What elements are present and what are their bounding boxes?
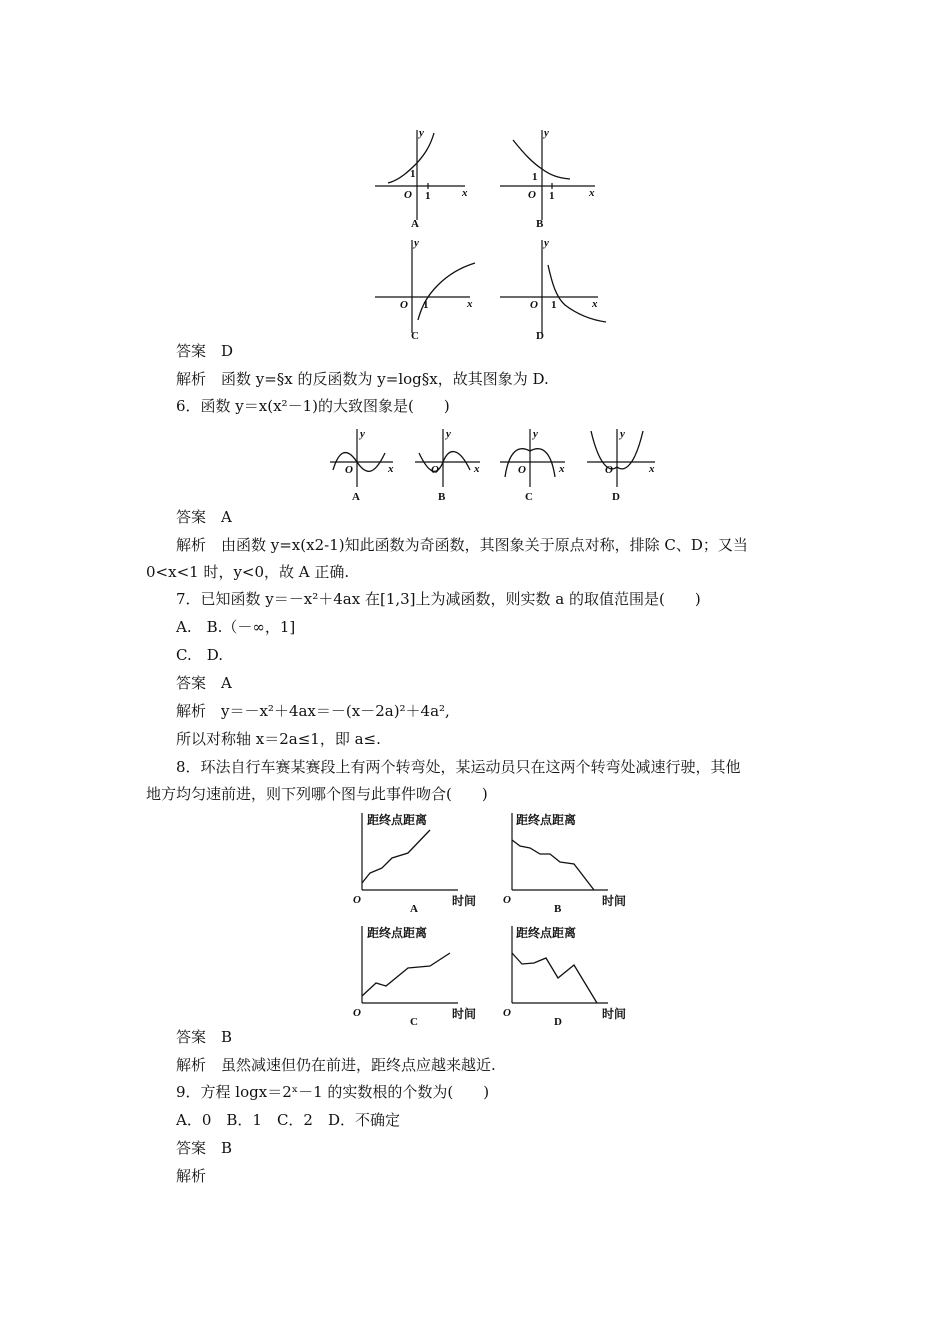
svg-text:A: A xyxy=(411,218,419,230)
svg-text:1: 1 xyxy=(551,299,557,311)
q9-options: A．0 B．1 C．2 D．不确定 xyxy=(176,1111,400,1129)
q8-answer: 答案 B xyxy=(176,1028,233,1046)
svg-text:D: D xyxy=(612,491,620,503)
q9-answer: 答案 B xyxy=(176,1139,233,1157)
svg-text:1: 1 xyxy=(423,299,429,311)
svg-text:y: y xyxy=(620,428,625,440)
q5-answer: 答案 D xyxy=(176,342,234,360)
q6-graph-a xyxy=(330,428,394,503)
svg-text:O: O xyxy=(528,189,536,201)
svg-text:O: O xyxy=(345,464,353,476)
svg-text:C: C xyxy=(410,1016,418,1028)
svg-text:B: B xyxy=(438,491,446,503)
q6-graph-d xyxy=(587,428,655,503)
svg-text:y: y xyxy=(360,428,365,440)
svg-text:x: x xyxy=(592,298,598,310)
q9-stem: 9．方程 logx＝2ˣ－1 的实数根的个数为( ) xyxy=(176,1083,490,1101)
svg-text:A: A xyxy=(352,491,360,503)
q8-figure xyxy=(350,808,640,1033)
q5-analysis: 解析 函数 y=§x 的反函数为 y=log§x，故其图象为 D. xyxy=(176,370,549,388)
svg-text:时间: 时间 xyxy=(602,1007,627,1021)
svg-text:y: y xyxy=(414,237,419,249)
svg-text:O: O xyxy=(605,464,613,476)
q5-graph-b xyxy=(500,127,595,230)
svg-text:1: 1 xyxy=(425,190,431,202)
q5-graph-c xyxy=(375,237,475,342)
q6-answer: 答案 A xyxy=(176,508,232,526)
q6-stem: 6．函数 y＝x(x²－1)的大致图象是( ) xyxy=(176,397,450,415)
q8-graph-c xyxy=(353,925,476,1028)
svg-text:D: D xyxy=(554,1016,562,1028)
svg-text:x: x xyxy=(589,187,595,199)
q9-analysis: 解析 xyxy=(176,1167,207,1185)
svg-text:O: O xyxy=(530,299,538,311)
svg-text:y: y xyxy=(544,237,549,249)
svg-text:y: y xyxy=(446,428,451,440)
q5-figure xyxy=(370,125,610,345)
q6-analysis-line1: 解析 由函数 y=x(x2-1)知此函数为奇函数，其图象关于原点对称，排除 C、D；又当 xyxy=(176,536,748,554)
q6-graph-c xyxy=(500,428,565,503)
q8-graph-a xyxy=(353,812,476,915)
q8-graph-d xyxy=(503,925,626,1028)
q5-graph-a xyxy=(375,127,468,230)
svg-text:B: B xyxy=(554,903,562,915)
svg-text:时间: 时间 xyxy=(602,894,627,908)
svg-text:1: 1 xyxy=(410,168,416,180)
q6-figure xyxy=(325,425,660,505)
svg-text:O: O xyxy=(404,189,412,201)
svg-text:O: O xyxy=(503,1007,511,1019)
svg-text:x: x xyxy=(388,463,394,475)
svg-text:距终点距离: 距终点距离 xyxy=(516,813,577,827)
q7-options-line1: A. B.（－∞，1] xyxy=(176,618,296,636)
svg-text:y: y xyxy=(419,127,424,139)
svg-text:O: O xyxy=(431,464,439,476)
q6-analysis-line2: 0<x<1 时，y<0，故 A 正确. xyxy=(146,563,350,581)
svg-text:距终点距离: 距终点距离 xyxy=(367,926,428,940)
svg-text:y: y xyxy=(533,428,538,440)
svg-text:x: x xyxy=(649,463,655,475)
svg-text:x: x xyxy=(559,463,565,475)
q6-graph-b xyxy=(415,428,480,503)
q7-analysis-line2: 所以对称轴 x＝2a≤1，即 a≤. xyxy=(176,730,381,748)
q7-options-line2: C. D. xyxy=(176,646,223,664)
q8-graph-b xyxy=(503,812,626,915)
svg-text:x: x xyxy=(474,463,480,475)
svg-text:O: O xyxy=(353,1007,361,1019)
svg-text:距终点距离: 距终点距离 xyxy=(516,926,577,940)
q8-stem-line2: 地方均匀速前进，则下列哪个图与此事件吻合( ) xyxy=(146,785,488,803)
svg-text:x: x xyxy=(467,298,473,310)
svg-text:B: B xyxy=(536,218,544,230)
svg-text:y: y xyxy=(544,127,549,139)
q7-analysis-line1: 解析 y＝－x²＋4ax＝－(x－2a)²＋4a², xyxy=(176,702,450,720)
q5-graph-d xyxy=(500,237,606,342)
svg-text:O: O xyxy=(518,464,526,476)
svg-text:时间: 时间 xyxy=(452,894,477,908)
q8-analysis: 解析 虽然减速但仍在前进，距终点应越来越近. xyxy=(176,1056,496,1074)
svg-text:A: A xyxy=(410,903,418,915)
svg-text:D: D xyxy=(536,330,544,342)
svg-text:O: O xyxy=(400,299,408,311)
svg-text:C: C xyxy=(525,491,533,503)
q7-answer: 答案 A xyxy=(176,674,232,692)
q7-stem: 7．已知函数 y＝－x²＋4ax 在[1,3]上为减函数，则实数 a 的取值范围是( ) xyxy=(176,590,701,608)
svg-text:O: O xyxy=(503,894,511,906)
svg-text:x: x xyxy=(462,187,468,199)
svg-text:距终点距离: 距终点距离 xyxy=(367,813,428,827)
svg-text:C: C xyxy=(411,330,419,342)
q8-stem-line1: 8．环法自行车赛某赛段上有两个转弯处，某运动员只在这两个转弯处减速行驶，其他 xyxy=(176,758,741,776)
svg-text:1: 1 xyxy=(549,190,555,202)
svg-text:时间: 时间 xyxy=(452,1007,477,1021)
svg-text:O: O xyxy=(353,894,361,906)
svg-text:1: 1 xyxy=(532,171,538,183)
